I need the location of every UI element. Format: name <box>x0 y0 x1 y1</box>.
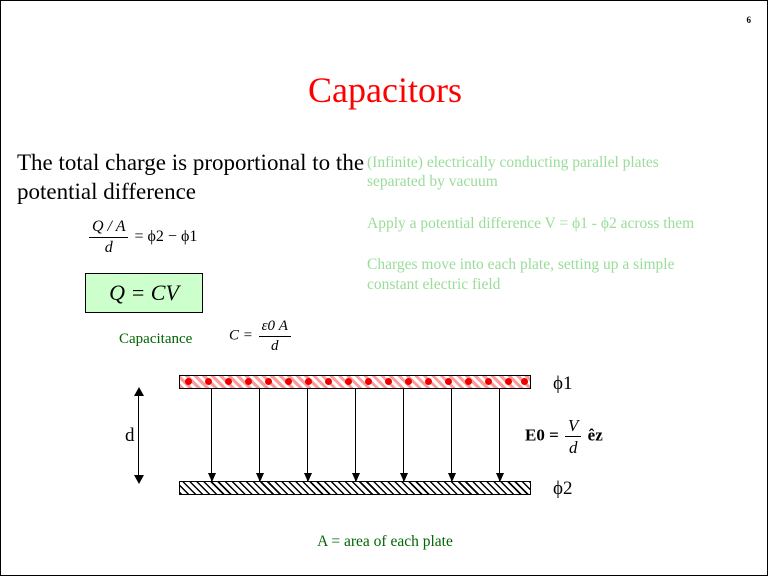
charge-dot <box>205 378 212 385</box>
equation-capacitance-numerator: ε0 A <box>259 317 291 337</box>
charge-dot <box>225 378 232 385</box>
charge-dot <box>485 378 492 385</box>
equation-efield-fraction <box>565 415 581 459</box>
equation-efield-denominator: d <box>568 438 578 458</box>
lead-text: The total charge is proportional to the potential difference <box>17 150 365 204</box>
equation-charge-numerator: Q / A <box>89 217 128 238</box>
potential-bottom-label: ϕ2 <box>553 478 573 499</box>
equation-charge-denominator: d <box>104 239 113 256</box>
equation-capacitance-denominator: d <box>271 337 279 354</box>
field-line-arrow <box>307 389 308 481</box>
charge-dot <box>265 378 272 385</box>
potential-top-label: ϕ1 <box>553 373 573 394</box>
equation-capacitance <box>229 317 293 356</box>
page-number: 6 <box>746 15 751 25</box>
equation-charge-fraction <box>89 217 128 258</box>
bullet-item-2: Apply a potential difference V = ϕ1 - ϕ2 across them <box>367 214 695 232</box>
field-line-arrow <box>499 389 500 481</box>
charge-dot <box>345 378 352 385</box>
charge-dot <box>185 378 192 385</box>
charge-dot <box>521 378 528 385</box>
equation-electric-field <box>525 415 603 459</box>
charge-dot <box>405 378 412 385</box>
charge-dot <box>465 378 472 385</box>
equation-efield-numerator: V <box>565 415 581 437</box>
boxed-equation <box>85 273 203 313</box>
bullet-item-3: Charges move into each plate, setting up a simple constant electric field <box>367 256 675 293</box>
equation-charge-rhs: = ϕ2 − ϕ1 <box>134 228 198 246</box>
charge-dot <box>505 378 512 385</box>
field-line-arrow <box>451 389 452 481</box>
equation-efield-unit-vector: êz <box>587 425 603 445</box>
distance-arrow-line <box>138 393 139 481</box>
field-line-arrow <box>259 389 260 481</box>
charge-dot <box>305 378 312 385</box>
charge-dot <box>425 378 432 385</box>
bullet-list <box>367 153 697 316</box>
field-line-arrow <box>403 389 404 481</box>
capacitance-label: Capacitance <box>119 331 193 347</box>
field-line-arrow <box>211 389 212 481</box>
bottom-plate <box>179 481 531 495</box>
boxed-equation-text: Q = CV <box>109 280 179 305</box>
distance-arrow-up-icon <box>134 387 144 396</box>
page-title: Capacitors <box>308 70 462 110</box>
charge-dot <box>245 378 252 385</box>
charge-dot <box>285 378 292 385</box>
area-caption: A = area of each plate <box>317 533 453 550</box>
bullet-item-1: (Infinite) electrically conducting parallel plates separated by vacuum <box>367 154 659 191</box>
equation-charge-density <box>87 217 197 258</box>
distance-arrow-down-icon <box>134 475 144 484</box>
charge-dot <box>445 378 452 385</box>
field-line-arrow <box>355 389 356 481</box>
distance-label: d <box>125 425 135 446</box>
equation-capacitance-fraction <box>259 317 291 356</box>
charge-dot <box>385 378 392 385</box>
charge-dot <box>365 378 372 385</box>
charge-dot <box>325 378 332 385</box>
equation-capacitance-lhs: C = <box>229 327 253 344</box>
equation-efield-lhs: E0 = <box>525 425 559 445</box>
